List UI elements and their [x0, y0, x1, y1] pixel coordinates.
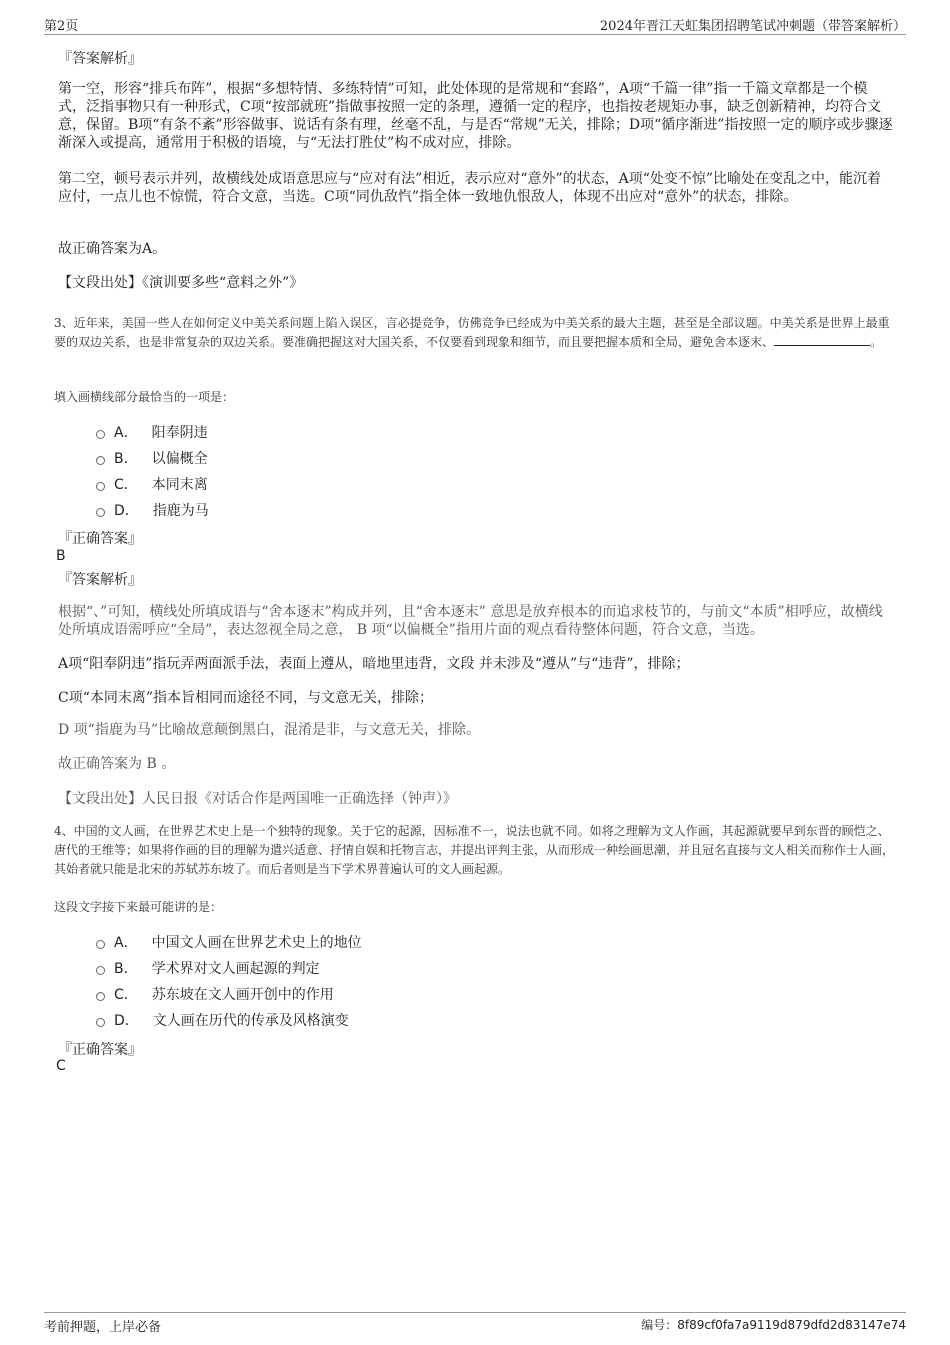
document-id: 编号：8f89cf0fa7a9119d879dfd2d83147e74 — [641, 1318, 906, 1332]
q2-analysis-para2: 第二空，顿号表示并列，故横线处成语意思应与“应对有法”相近，表示应对“意外”的状态，A项“处变不惊”比喻处在变乱之中，能沉着应付，一点儿也不惊慌，符合文意，当选。C项“同仇敌忾”指全体一致地仇恨敌人，体现不出应对“意外”的状态，排除。 — [58, 171, 882, 205]
q3-analysis-para2: A项“阳奉阴违”指玩弄两面派手法，表面上遵从，暗地里违背，文段 并未涉及“遵从”与“违背”，排除； — [58, 656, 690, 672]
q4-option-a[interactable]: A． 中国文人画在世界艺术史上的地位 — [96, 932, 362, 952]
q2-source: 【文段出处】《演训要多些“意料之外”》 — [58, 275, 304, 291]
radio-button[interactable] — [96, 430, 105, 439]
q3-prompt: 填入画横线部分最恰当的一项是： — [54, 390, 235, 404]
q3-option-d[interactable]: D． 指鹿为马 — [96, 500, 209, 520]
q2-analysis-label: 『答案解析』 — [58, 51, 142, 67]
page-header — [44, 12, 906, 35]
q3-correct-answer: B — [56, 548, 66, 564]
q3-analysis-para4: D 项“指鹿为马”比喻故意颠倒黑白，混淆是非，与文意无关，排除。 — [58, 722, 480, 738]
q3-option-a[interactable]: A． 阳奉阴违 — [96, 422, 208, 442]
radio-button[interactable] — [96, 940, 105, 949]
q3-correct-label: 『正确答案』 — [58, 531, 142, 547]
q2-conclusion: 故正确答案为A。 — [58, 241, 167, 257]
q3-analysis-para1: 根据“、”可知，横线处所填成语与“舍本逐末”构成并列，且“舍本逐末” 意思是放弃根本的而追求枝节的，与前文“本质”相呼应，故横线处所填成语需呼应“全局”，表达忽视全局之意， B 项“以偏概全”指用片面的观点看待整体问题，符合文意，当选。 — [58, 604, 883, 638]
radio-button[interactable] — [96, 482, 105, 491]
radio-button[interactable] — [96, 966, 105, 975]
q4-option-b[interactable]: B． 学术界对文人画起源的判定 — [96, 958, 320, 978]
q4-option-d[interactable]: D． 文人画在历代的传承及风格演变 — [96, 1010, 349, 1030]
q3-option-c[interactable]: C． 本同末离 — [96, 474, 208, 494]
q4-correct-label: 『正确答案』 — [58, 1042, 142, 1058]
page-footer — [44, 1312, 906, 1337]
radio-button[interactable] — [96, 456, 105, 465]
footer-slogan: 考前押题，上岸必备 — [44, 1320, 162, 1335]
q3-analysis-para3: C项“本同末离”指本旨相同而途径不同，与文意无关，排除； — [58, 690, 434, 706]
radio-button[interactable] — [96, 992, 105, 1001]
document-title: 2024年晋江天虹集团招聘笔试冲刺题（带答案解析） — [599, 19, 906, 34]
q3-source: 【文段出处】人民日报《对话合作是两国唯一正确选择（钟声）》 — [58, 791, 457, 807]
q4-correct-answer: C — [56, 1058, 66, 1074]
q4-option-c[interactable]: C． 苏东坡在文人画开创中的作用 — [96, 984, 334, 1004]
q3-stem: 3、近年来，美国一些人在如何定义中美关系问题上陷入误区，言必提竞争，仿佛竞争已经成为中美关系的最大主题，甚至是全部议题。中美关系是世界上最重要的双边关系，也是非常复杂的双边关系。要准确把握这对大国关系，不仅要看到现象和细节，而且要把握本质和全局，避免舍本逐末、 。 — [54, 316, 890, 349]
radio-button[interactable] — [96, 508, 105, 517]
page-number: 第2页 — [44, 19, 79, 34]
q3-option-b[interactable]: B． 以偏概全 — [96, 448, 208, 468]
fill-blank — [774, 333, 870, 346]
q4-prompt: 这段文字接下来最可能讲的是： — [54, 900, 223, 914]
q3-analysis-label: 『答案解析』 — [58, 572, 142, 588]
q3-conclusion: 故正确答案为 B 。 — [58, 756, 176, 772]
q2-analysis-para1: 第一空，形容“排兵布阵”，根据“多想特情、多练特情”可知，此处体现的是常规和“套路”，A项“千篇一律”指一千篇文章都是一个模式，泛指事物只有一种形式，C项“按部就班”指做事按照一定的条理，遵循一定的程序，也指按老规矩办事，缺乏创新精神，均符合文意，保留。B项“有条不紊”形容做事、说话有条有理，丝毫不乱，与是否“常规”无关，排除；D项“循序渐进”指按照一定的顺序或步骤逐渐深入或提高，通常用于积极的语境，与“无法打胜仗”构不成对应，排除。 — [58, 81, 893, 151]
q4-stem: 4、中国的文人画，在世界艺术史上是一个独特的现象。关于它的起源，因标准不一，说法也就不同。如将之理解为文人作画，其起源就要早到东晋的顾恺之、唐代的王维等；如果将作画的目的理解为遣兴适意、抒情自娱和托物言志，并提出评判主张，从而形成一种绘画思潮，并且冠名直接与文人相关而称作士人画，其始者就只能是北宋的苏轼苏东坡了。而后者则是当下学术界普遍认可的文人画起源。 — [54, 824, 895, 876]
radio-button[interactable] — [96, 1018, 105, 1027]
